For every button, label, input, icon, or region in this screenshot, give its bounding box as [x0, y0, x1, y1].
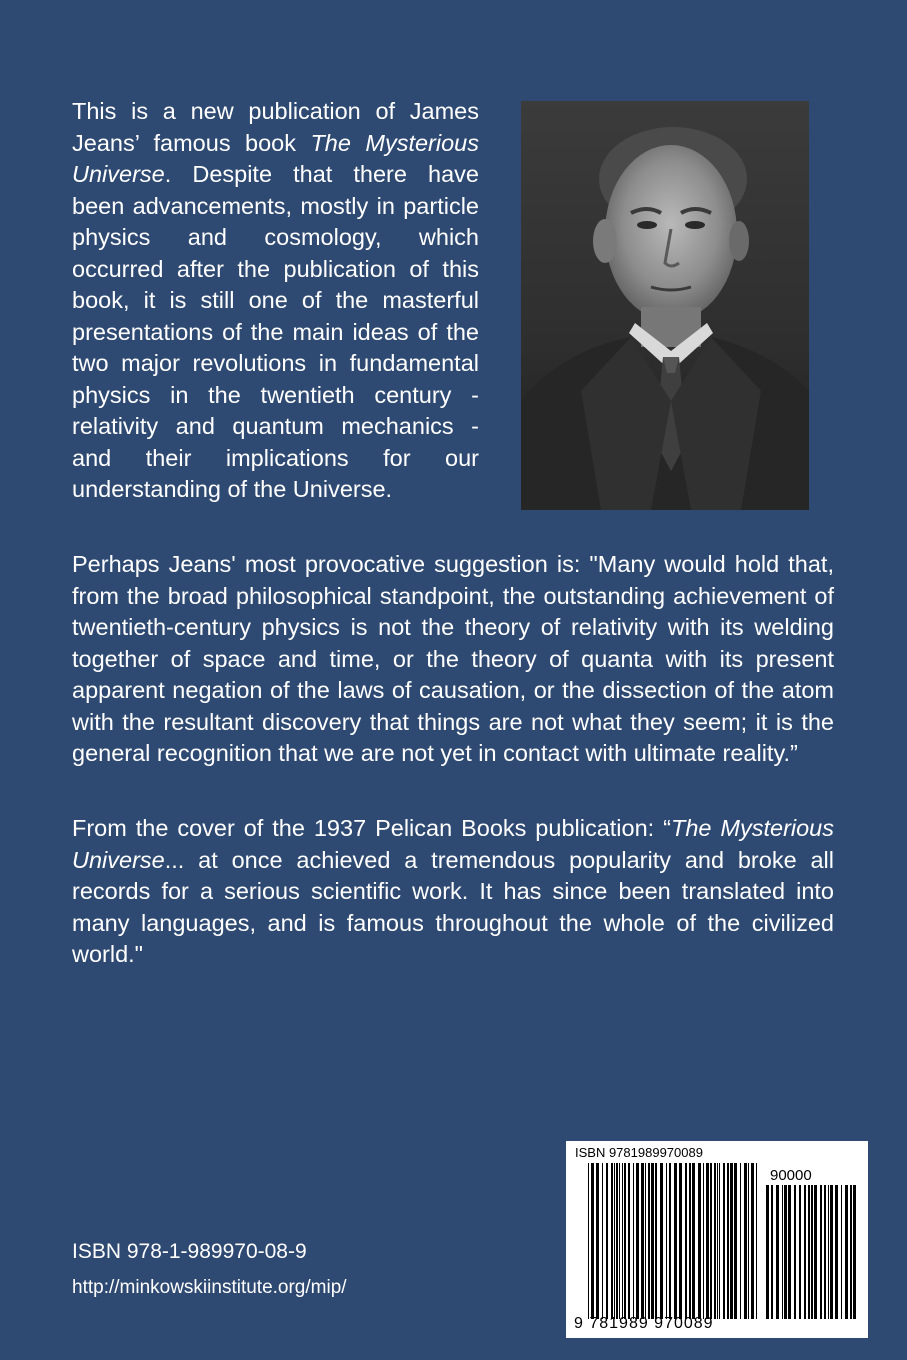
barcode-bar — [591, 1163, 594, 1319]
barcode-bar — [814, 1185, 817, 1319]
barcode — [566, 1141, 868, 1338]
barcode-bar — [830, 1185, 833, 1319]
barcode-bar — [679, 1163, 682, 1319]
barcode-bar — [835, 1185, 838, 1319]
barcode-bar — [804, 1185, 806, 1319]
barcode-bar — [824, 1185, 826, 1319]
barcode-bar — [740, 1163, 741, 1319]
barcode-bar — [771, 1185, 773, 1319]
barcode-bar — [751, 1163, 754, 1319]
barcode-bar — [666, 1163, 667, 1319]
quote-paragraph: Perhaps Jeans' most provocative suggestion is: "Many would hold that, from the broad philosophical standpoint, the outstanding achievement of twentieth-century physics is not the theory of relativity with its welding together of space and time, or the theory of quanta with its present apparent negation of the laws of causation, or the dissection of the atom with the resultant discovery that things are not what they seem; it is the general recognition that we are not yet in contact with ultimate reality.” — [72, 551, 834, 766]
barcode-bar — [719, 1163, 720, 1319]
barcode-bar — [799, 1185, 801, 1319]
barcode-bar — [624, 1163, 626, 1319]
barcode-bar — [853, 1185, 856, 1319]
barcode-bar — [744, 1163, 747, 1319]
barcode-addon-number: 90000 — [770, 1167, 812, 1184]
barcode-bar — [619, 1163, 620, 1319]
barcode-bar — [655, 1163, 657, 1319]
barcode-bar — [685, 1163, 687, 1319]
barcode-bar — [748, 1163, 749, 1319]
pelican-text-part1: From the cover of the 1937 Pelican Books publication: “ — [72, 815, 671, 841]
intro-book-title: The Mysterious Universe — [72, 129, 479, 187]
barcode-bar — [784, 1185, 787, 1319]
barcode-bar — [776, 1185, 779, 1319]
barcode-bar — [651, 1163, 654, 1319]
barcode-bar — [717, 1163, 718, 1319]
barcode-bar — [660, 1163, 663, 1319]
barcode-bar — [611, 1163, 613, 1319]
barcode-bars — [566, 1141, 868, 1338]
barcode-bar — [811, 1185, 813, 1319]
barcode-digits: 9 781989 970089 — [574, 1315, 714, 1332]
barcode-bar — [596, 1163, 599, 1319]
barcode-bar — [614, 1163, 615, 1319]
barcode-bar — [850, 1185, 852, 1319]
barcode-bar — [622, 1163, 623, 1319]
barcode-bar — [588, 1163, 589, 1319]
barcode-bar — [645, 1163, 646, 1319]
barcode-bar — [766, 1185, 769, 1319]
barcode-bar — [698, 1163, 701, 1319]
barcode-bar — [633, 1163, 634, 1319]
barcode-bar — [828, 1185, 829, 1319]
barcode-bar — [808, 1185, 810, 1319]
barcode-bar — [845, 1185, 848, 1319]
pelican-text-part2: ... at once achieved a tremendous popularity and broke all records for a serious scientific work. It has since been translated into many languages, and is famous throughout the whole of the civilized world." — [72, 846, 834, 967]
barcode-bar — [692, 1163, 695, 1319]
barcode-bar — [706, 1163, 709, 1319]
barcode-bar — [703, 1163, 704, 1319]
intro-text-part2: . Despite that there have been advancements, mostly in particle physics and cosmology, which occurred after the publication of this book, it is still one of the masterful presentations of the main ideas of the two major revolutions in fundamental physics in the twentieth century - relativity and quantum mechanics - and their implications for our understanding of the Universe. — [72, 161, 479, 502]
barcode-bar — [756, 1163, 757, 1319]
pelican-book-title: The Mysterious Universe — [72, 815, 835, 873]
barcode-bar — [714, 1163, 716, 1319]
barcode-bar — [820, 1185, 822, 1319]
barcode-bar — [641, 1163, 644, 1319]
barcode-bar — [648, 1163, 650, 1319]
intro-text-part1: This is a new publication of James Jeans’ famous book — [72, 98, 479, 156]
barcode-bar — [616, 1163, 618, 1319]
barcode-isbn-label: ISBN 9781989970089 — [575, 1145, 703, 1160]
author-portrait-image — [521, 101, 809, 510]
intro-paragraph — [72, 96, 479, 506]
publisher-url: http://minkowskiinstitute.org/mip/ — [72, 1277, 347, 1298]
barcode-bar — [727, 1163, 729, 1319]
barcode-bar — [734, 1163, 737, 1319]
author-portrait — [521, 101, 809, 510]
barcode-bar — [689, 1163, 691, 1319]
barcode-bar — [669, 1163, 671, 1319]
barcode-bar — [788, 1185, 791, 1319]
pelican-paragraph — [72, 813, 834, 971]
barcode-bar — [841, 1185, 842, 1319]
barcode-bar — [674, 1163, 677, 1319]
barcode-bar — [636, 1163, 639, 1319]
isbn-label: ISBN 978-1-989970-08-9 — [72, 1240, 307, 1263]
barcode-bar — [606, 1163, 608, 1319]
barcode-bar — [602, 1163, 603, 1319]
barcode-bar — [730, 1163, 733, 1319]
barcode-bar — [782, 1185, 783, 1319]
barcode-bar — [794, 1185, 796, 1319]
barcode-bar — [628, 1163, 630, 1319]
barcode-bar — [723, 1163, 725, 1319]
barcode-bar — [710, 1163, 712, 1319]
